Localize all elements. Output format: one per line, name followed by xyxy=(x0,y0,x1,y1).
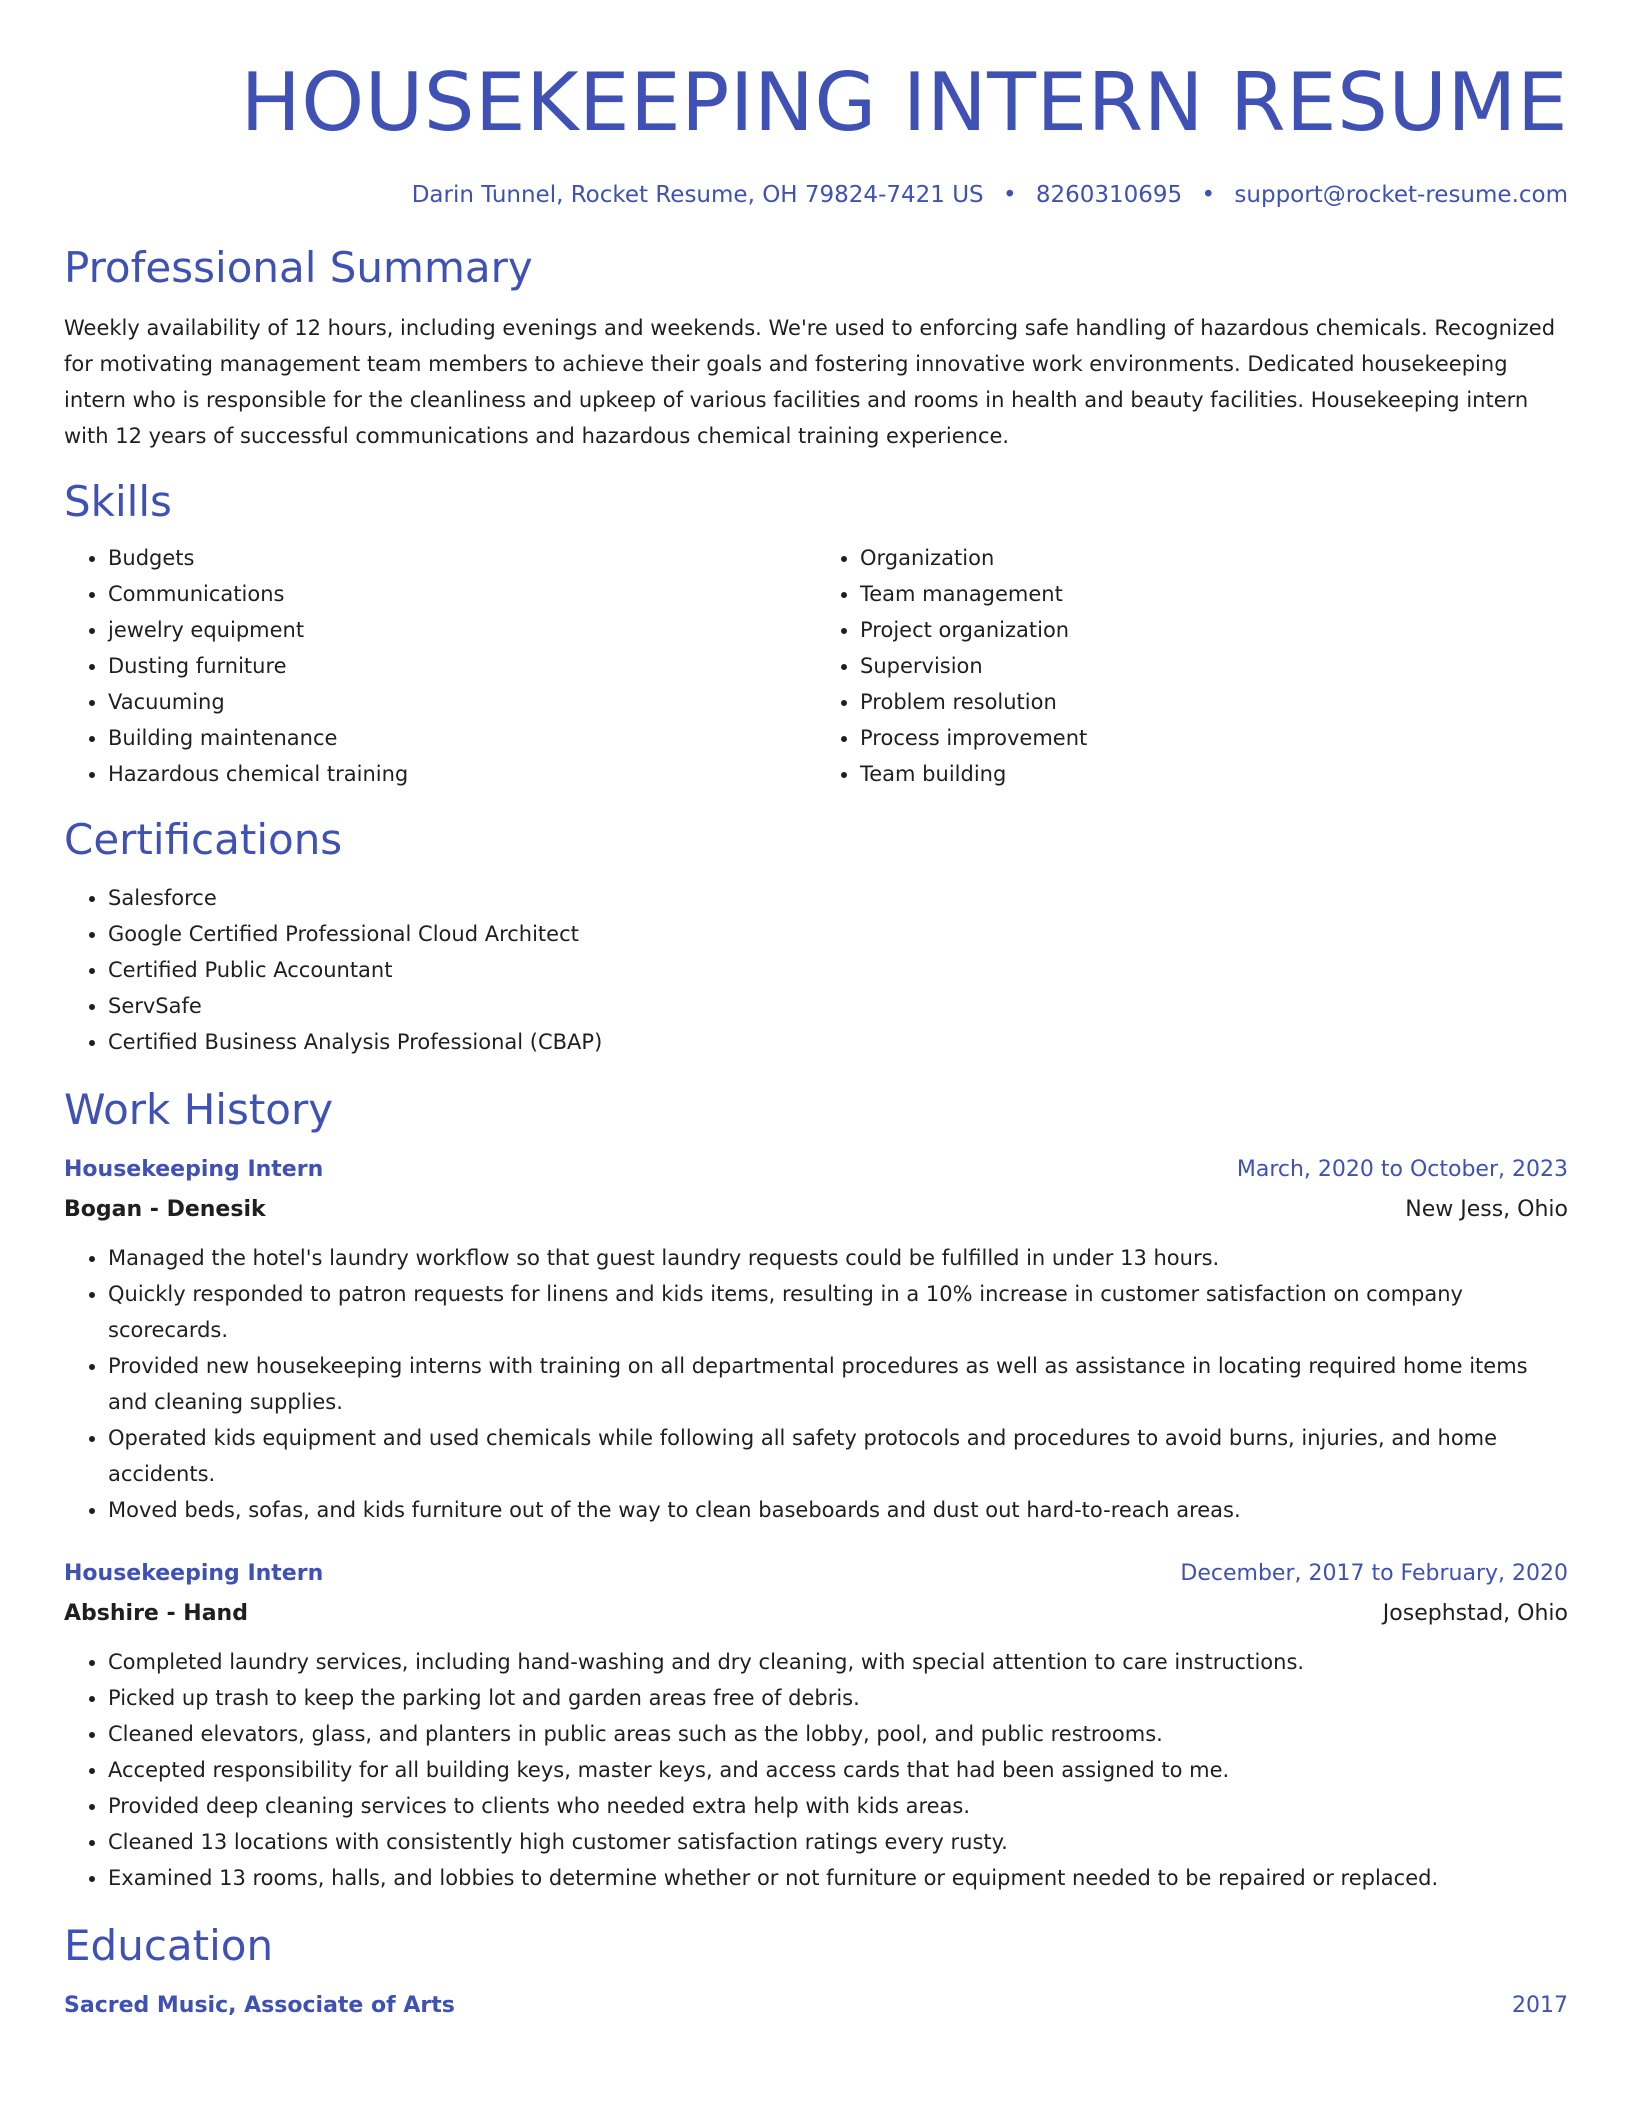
job-dates: December, 2017 to February, 2020 xyxy=(1180,1561,1568,1586)
summary-text: Weekly availability of 12 hours, including evenings and weekends. We're used to enforcing safe handling of hazardous chemicals. Recognized for motivating management team members to achieve their goals and fostering innovative work environments. Dedicated housekeeping intern who is responsible for the cleanliness and upkeep of various facilities and rooms in health and beauty facilities. Housekeeping intern with 12 years of successful communications and hazardous chemical training experience. xyxy=(64,316,1556,448)
job-header xyxy=(64,1150,1568,1190)
summary-section xyxy=(64,240,1568,454)
certification-item: • ServSafe xyxy=(108,988,1568,1024)
job-bullet: • Operated kids equipment and used chemicals while following all safety protocols and procedures to avoid burns, injuries, and home accidents. xyxy=(108,1420,1568,1492)
certifications-heading: Certifications xyxy=(64,815,343,864)
skills-section xyxy=(64,474,1568,792)
education-degree: Sacred Music, Associate of Arts xyxy=(64,1993,455,2018)
job-bullet: • Examined 13 rooms, halls, and lobbies to determine whether or not furniture or equipment needed to be repaired or replaced. xyxy=(108,1860,1568,1896)
job-bullet: • Cleaned elevators, glass, and planters in public areas such as the lobby, pool, and public restrooms. xyxy=(108,1716,1568,1752)
certification-item: • Salesforce xyxy=(108,880,1568,916)
job-entry xyxy=(64,1554,1568,1896)
job-entry xyxy=(64,1150,1568,1528)
skill-item: • Building maintenance xyxy=(108,720,816,756)
skill-item: • Team building xyxy=(860,756,1568,792)
job-bullet: • Completed laundry services, including hand-washing and dry cleaning, with special attention to care instructions. xyxy=(108,1644,1568,1680)
skill-item: • Vacuuming xyxy=(108,684,816,720)
contact-separator: • xyxy=(1201,182,1216,208)
job-dates: March, 2020 to October, 2023 xyxy=(1236,1157,1568,1182)
skill-item: • Hazardous chemical training xyxy=(108,756,816,792)
skill-item: • Project organization xyxy=(860,612,1568,648)
skill-item: • Team management xyxy=(860,576,1568,612)
job-bullet: • Provided new housekeeping interns with training on all departmental procedures as well as assistance in locating required home items and cleaning supplies. xyxy=(108,1348,1568,1420)
job-title: Housekeeping Intern xyxy=(64,1157,324,1182)
contact-phone[interactable]: 8260310695 xyxy=(1035,182,1183,208)
skills-column-right xyxy=(816,530,1568,792)
skill-item: • Problem resolution xyxy=(860,684,1568,720)
skill-item: • Budgets xyxy=(108,540,816,576)
skills-heading: Skills xyxy=(64,477,172,526)
contact-line xyxy=(64,178,1568,212)
job-company: Abshire - Hand xyxy=(64,1601,248,1626)
education-entry xyxy=(64,1986,1568,2026)
job-subheader xyxy=(64,1594,1568,1634)
job-bullet: • Provided deep cleaning services to clients who needed extra help with kids areas. xyxy=(108,1788,1568,1824)
job-title: Housekeeping Intern xyxy=(64,1561,324,1586)
certification-item: • Certified Business Analysis Professional (CBAP) xyxy=(108,1024,1568,1060)
work-history-heading: Work History xyxy=(64,1085,334,1134)
job-bullet: • Quickly responded to patron requests for linens and kids items, resulting in a 10% increase in customer satisfaction on company scorecards. xyxy=(108,1276,1568,1348)
job-header xyxy=(64,1554,1568,1594)
skills-columns xyxy=(64,530,1568,792)
education-year: 2017 xyxy=(1512,1993,1568,2018)
job-bullet: • Moved beds, sofas, and kids furniture out of the way to clean baseboards and dust out hard-to-reach areas. xyxy=(108,1492,1568,1528)
job-location: New Jess, Ohio xyxy=(1405,1197,1568,1222)
contact-separator: • xyxy=(1002,182,1017,208)
education-heading: Education xyxy=(64,1921,274,1970)
job-bullet: • Cleaned 13 locations with consistently high customer satisfaction ratings every rusty. xyxy=(108,1824,1568,1860)
education-section xyxy=(64,1918,1568,2026)
contact-email[interactable]: support@rocket-resume.com xyxy=(1234,182,1568,208)
skills-column-left xyxy=(64,530,816,792)
skill-item: • Supervision xyxy=(860,648,1568,684)
resume-title: HOUSEKEEPING INTERN RESUME xyxy=(240,56,1568,149)
job-bullet: • Picked up trash to keep the parking lot and garden areas free of debris. xyxy=(108,1680,1568,1716)
skill-item: • Communications xyxy=(108,576,816,612)
contact-address: Darin Tunnel, Rocket Resume, OH 79824-7421 US xyxy=(411,182,984,208)
job-company: Bogan - Denesik xyxy=(64,1197,266,1222)
work-history-section xyxy=(64,1082,1568,1896)
skill-item: • jewelry equipment xyxy=(108,612,816,648)
certification-item: • Certified Public Accountant xyxy=(108,952,1568,988)
summary-heading: Professional Summary xyxy=(64,243,533,292)
skill-item: • Dusting furniture xyxy=(108,648,816,684)
skill-item: • Process improvement xyxy=(860,720,1568,756)
job-bullet: • Managed the hotel's laundry workflow so that guest laundry requests could be fulfilled in under 13 hours. xyxy=(108,1240,1568,1276)
job-location: Josephstad, Ohio xyxy=(1382,1601,1568,1626)
certifications-section xyxy=(64,812,1568,1060)
skill-item: • Organization xyxy=(860,540,1568,576)
certification-item: • Google Certified Professional Cloud Architect xyxy=(108,916,1568,952)
job-bullet: • Accepted responsibility for all building keys, master keys, and access cards that had been assigned to me. xyxy=(108,1752,1568,1788)
job-subheader xyxy=(64,1190,1568,1230)
